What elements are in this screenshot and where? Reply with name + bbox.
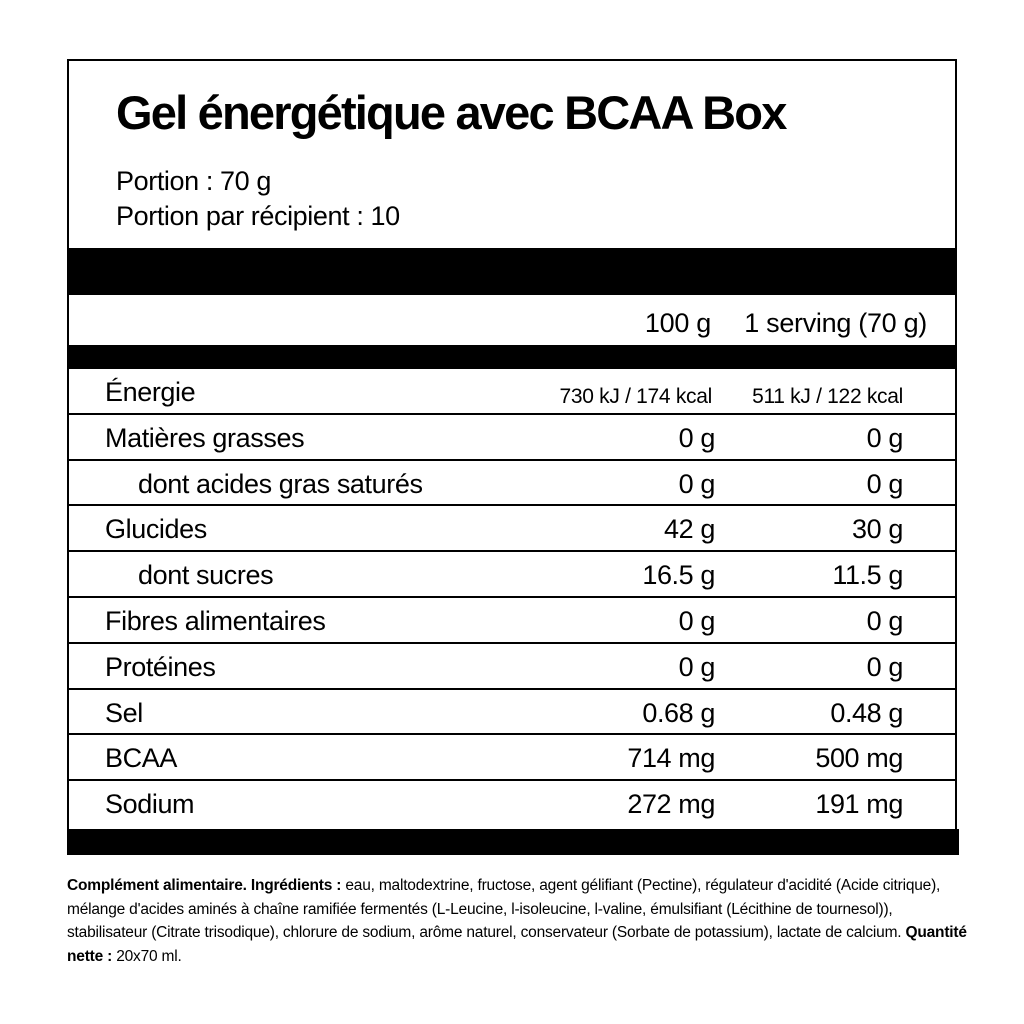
value-per-100g: 0 g — [678, 651, 715, 682]
ingredients-text — [67, 874, 967, 968]
nutrient-name: Sel — [105, 697, 143, 728]
nutrient-row-sodium — [69, 781, 955, 827]
value-per-serving: 0 g — [866, 468, 903, 499]
value-per-serving: 11.5 g — [832, 560, 903, 591]
nutrient-row-sucres — [69, 552, 955, 598]
value-per-100g: 272 mg — [627, 789, 715, 820]
value-per-100g: 16.5 g — [642, 560, 715, 591]
value-per-serving: 511 kJ / 122 kcal — [752, 385, 903, 408]
ingredients-list: eau, maltodextrine, fructose, agent gélifiant (Pectine), régulateur d'acidité (Acide citrique), mélange d'acides aminés à chaîne ramifiée fermentés (L-Leucine, l-isoleucine, l-valine, émulsifiant (Lécithine de tournesol)), stabilisateur (Citrate trisodique), chlorure de sodium, arôme naturel, conservateur (Sorbate de potassium), lactate de calcium. — [67, 877, 941, 941]
value-per-serving: 0 g — [866, 651, 903, 682]
nutrient-name: Matières grasses — [105, 422, 305, 453]
nutrient-name: Sodium — [105, 789, 195, 820]
value-per-100g: 42 g — [664, 514, 715, 545]
value-per-serving: 0.48 g — [830, 697, 903, 728]
nutrient-name: Énergie — [105, 377, 196, 407]
value-per-100g: 0.68 g — [642, 697, 715, 728]
value-per-100g: 714 mg — [627, 743, 715, 774]
serving-info — [116, 164, 400, 234]
nutrient-row-glucides — [69, 506, 955, 552]
nutrient-row-proteines — [69, 644, 955, 690]
value-per-serving: 191 mg — [815, 789, 903, 820]
nutrient-row-acides-gras-satures — [69, 461, 955, 507]
ingredients-heading: Complément alimentaire. Ingrédients : — [67, 877, 342, 894]
bottom-divider-bar — [67, 829, 959, 855]
product-title: Gel énergétique avec BCAA Box — [116, 86, 786, 139]
portions-per-container: Portion par récipient : 10 — [116, 201, 400, 231]
value-per-serving: 30 g — [852, 514, 903, 545]
nutrient-name: dont sucres — [138, 560, 274, 591]
column-header-serving: 1 serving (70 g) — [744, 308, 927, 338]
nutrient-name: BCAA — [105, 743, 177, 774]
value-per-100g: 0 g — [678, 422, 715, 453]
value-per-serving: 0 g — [866, 422, 903, 453]
portion-size: Portion : 70 g — [116, 166, 272, 196]
net-quantity-label: Quantité nette : — [67, 924, 967, 965]
nutrient-row-bcaa — [69, 735, 955, 781]
column-header-100g: 100 g — [644, 308, 711, 338]
value-per-100g: 0 g — [678, 605, 715, 636]
nutrient-row-matieres-grasses — [69, 415, 955, 461]
nutrition-label — [67, 59, 957, 853]
nutrient-row-fibres — [69, 598, 955, 644]
nutrient-name: dont acides gras saturés — [138, 468, 423, 499]
value-per-serving: 0 g — [866, 605, 903, 636]
nutrient-row-sel — [69, 690, 955, 736]
nutrient-row-energie — [69, 369, 955, 415]
nutrient-table — [69, 369, 955, 827]
top-divider-bar — [67, 248, 957, 295]
nutrient-name: Fibres alimentaires — [105, 605, 326, 636]
nutrient-name: Protéines — [105, 651, 216, 682]
value-per-100g: 730 kJ / 174 kcal — [559, 385, 712, 408]
value-per-serving: 500 mg — [815, 743, 903, 774]
net-quantity-value: 20x70 ml. — [112, 947, 182, 965]
middle-divider-bar — [67, 345, 957, 369]
value-per-100g: 0 g — [678, 468, 715, 499]
nutrient-name: Glucides — [105, 514, 207, 545]
